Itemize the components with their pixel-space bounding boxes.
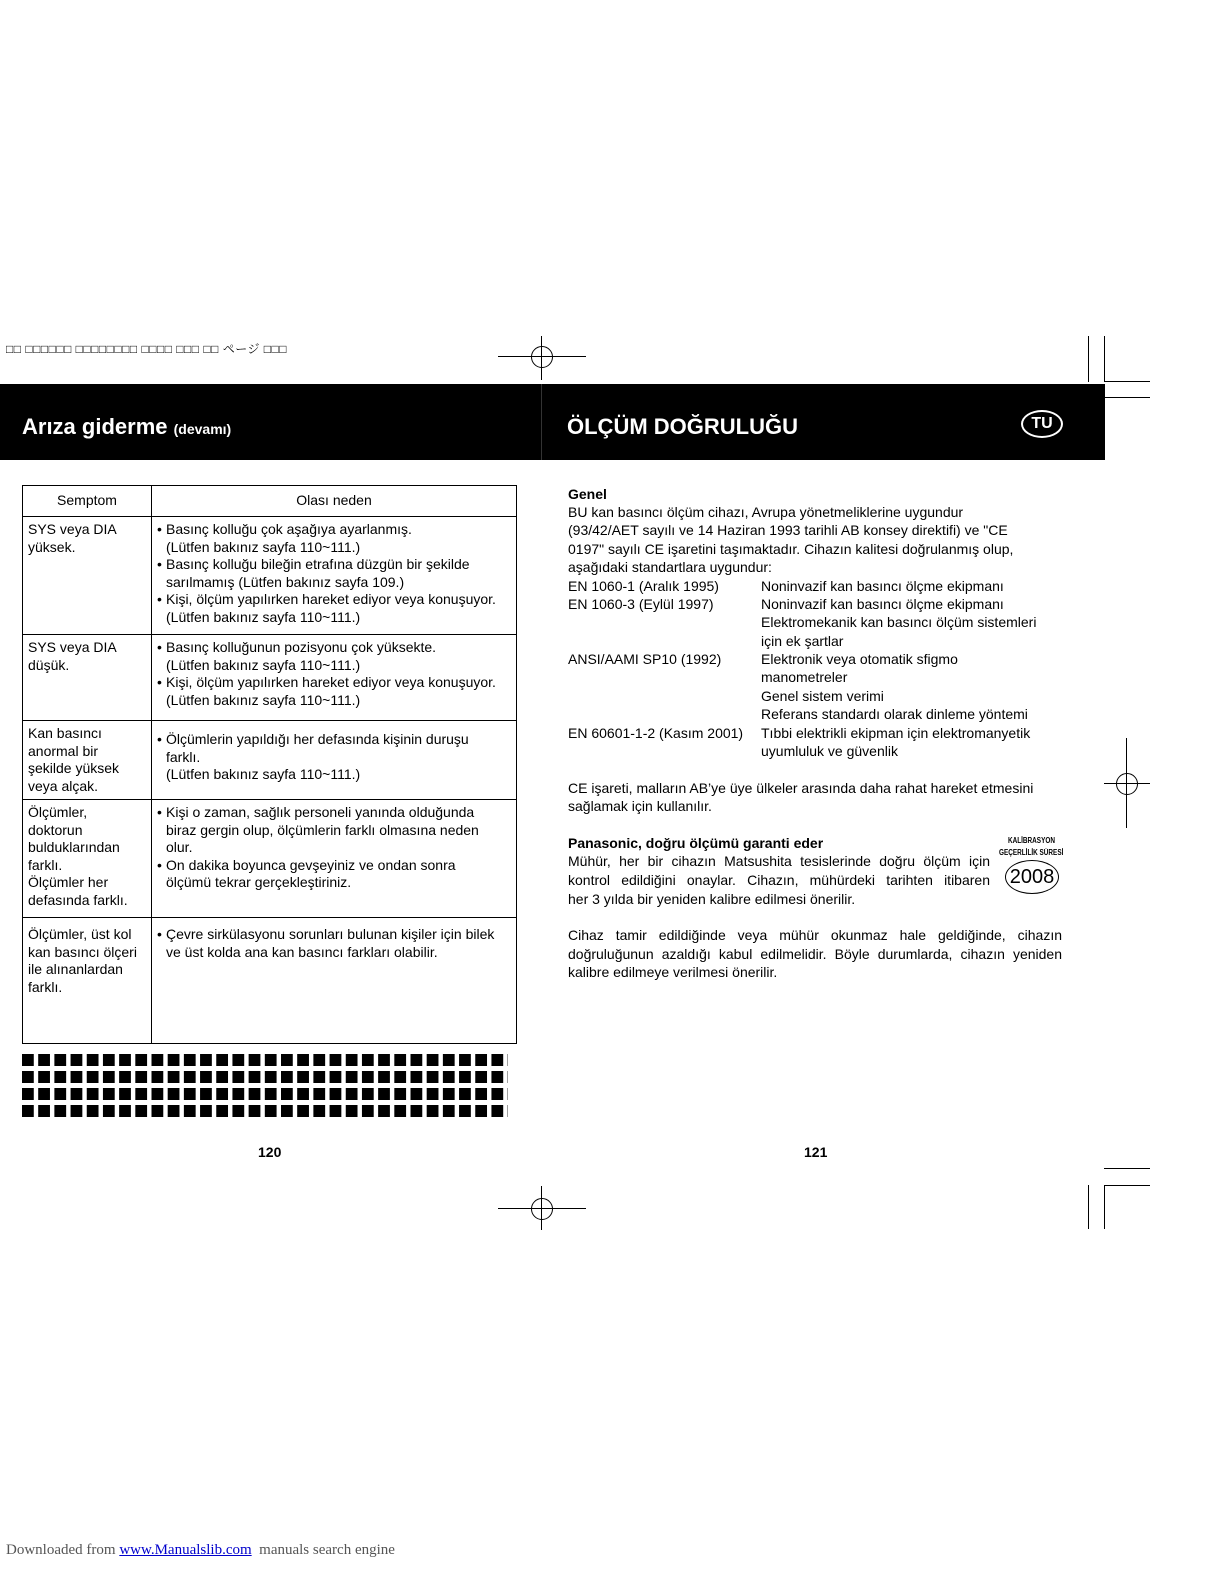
cause-line: Kişi, ölçüm yapılırken hareket ediyor veya konuşuyor. <box>166 674 496 690</box>
ce-note <box>568 779 1068 816</box>
standard-row <box>568 577 1004 595</box>
symptom-cell <box>23 800 152 918</box>
right-page-title: ÖLÇÜM DOĞRULUĞU <box>567 414 798 439</box>
header-cause: Olası neden <box>152 486 517 517</box>
standard-code: EN 60601-1-2 (Kasım 2001) <box>568 725 744 741</box>
standard-desc: Elektromekanik kan basıncı ölçüm sistemleri <box>761 614 1037 631</box>
intro-line: (93/42/AET sayılı ve 14 Haziran 1993 tarihli AB konsey direktifi) ve "CE <box>568 522 1008 539</box>
page-number-left: 120 <box>258 1144 282 1160</box>
troubleshooting-table <box>22 485 517 1044</box>
cause-line: On dakika boyunca gevşeyiniz ve ondan sonra <box>166 856 456 873</box>
cause-item: • On dakika boyunca gevşeyiniz ve ondan sonra ölçümü tekrar gerçekleştiriniz. <box>157 857 511 892</box>
intro-line: BU kan basıncı ölçüm cihazı, Avrupa yönetmeliklerine uygundur <box>568 504 964 520</box>
language-badge: TU <box>1021 410 1063 438</box>
cause-line: (Lütfen bakınız sayfa 110~111.) <box>166 608 361 625</box>
repair-note <box>568 926 1062 982</box>
symptom-line: bulduklarından <box>28 839 120 855</box>
repair-line: kalibre edilmeye verilmesi önerilir. <box>568 964 778 980</box>
symptom-line: ile alınanlardan <box>28 961 123 977</box>
standard-row <box>568 650 1028 723</box>
table-row <box>23 517 517 635</box>
panasonic-text <box>568 852 990 909</box>
standard-desc: Referans standardı olarak dinleme yöntemi <box>761 705 1028 722</box>
cause-line: Ölçümlerin yapıldığı her defasında kişinin duruşu <box>166 731 469 747</box>
cause-item: • Çevre sirkülasyonu sorunları bulunan kişiler için bilek ve üst kolda ana kan basıncı farkları olabilir. <box>157 926 511 961</box>
standard-desc: Genel sistem verimi <box>761 687 884 704</box>
table-header-row <box>23 486 517 517</box>
symptom-line: düşük. <box>28 656 70 673</box>
symptom-line: doktorun <box>28 821 83 838</box>
panasonic-line: Mühür, her bir cihazın Matsushita tesislerinde doğru ölçüm için <box>568 853 990 869</box>
intro-line: 0197" sayılı CE işaretini taşımaktadır. Cihazın kalitesi doğrulanmış olup, <box>568 540 1014 557</box>
symptom-cell <box>23 635 152 721</box>
symptom-line: Ölçümler, üst kol <box>28 926 132 942</box>
symptom-line: şekilde yüksek <box>28 760 120 776</box>
standard-desc: Noninvazif kan basıncı ölçme ekipmanı <box>761 596 1004 612</box>
cause-item: • Basınç kolluğu çok aşağıya ayarlanmış. (Lütfen bakınız sayfa 110~111.) <box>157 521 511 556</box>
stamp-label-calibration: KALİBRASYON <box>1008 836 1055 845</box>
ce-note-line: CE işareti, malların AB’ye üye ülkeler arasında daha rahat hareket etmesini <box>568 780 1034 796</box>
calibration-seal: 2008 <box>1005 860 1059 894</box>
standard-row <box>568 595 1036 650</box>
standard-desc: uyumluluk ve güvenlik <box>761 743 898 760</box>
standard-desc: için ek şartlar <box>761 632 844 649</box>
standard-desc: Tıbbi elektrikli ekipman için elektromanyetik <box>761 725 1031 741</box>
cause-cell <box>152 635 517 721</box>
cause-item: • Ölçümlerin yapıldığı her defasında kişinin duruşu farklı. (Lütfen bakınız sayfa 110~111.) <box>157 731 511 784</box>
symptom-cell <box>23 517 152 635</box>
symptom-line: anormal bir <box>28 742 99 759</box>
cause-item: • Kişi o zaman, sağlık personeli yanında olduğunda biraz gergin olup, ölçümlerin farklı olmasına neden olur. <box>157 804 511 857</box>
cause-line: sarılmamış (Lütfen bakınız sayfa 109.) <box>166 573 405 590</box>
footer-suffix: manuals search engine <box>251 1542 395 1558</box>
standard-desc: Noninvazif kan basıncı ölçme ekipmanı <box>761 578 1004 594</box>
symptom-cell <box>23 918 152 1044</box>
symptom-line: SYS veya DIA <box>28 521 117 537</box>
cause-item: • Kişi, ölçüm yapılırken hareket ediyor veya konuşuyor. (Lütfen bakınız sayfa 110~111.) <box>157 674 511 709</box>
symptom-line: kan basıncı ölçeri <box>28 943 137 960</box>
cause-item: • Basınç kolluğu bileğin etrafına düzgün bir şekilde sarılmamış (Lütfen bakınız sayfa 109.) <box>157 556 511 591</box>
manualslib-link[interactable]: www.Manualslib.com <box>119 1542 252 1558</box>
table-row <box>23 800 517 918</box>
download-footer <box>6 1542 395 1559</box>
intro-line: aşağıdaki standartlara uygundur: <box>568 558 772 575</box>
symptom-line: Ölçümler, <box>28 804 88 820</box>
table-row <box>23 918 517 1044</box>
cause-cell <box>152 800 517 918</box>
ce-note-line: sağlamak için kullanılır. <box>568 798 712 815</box>
table-row <box>23 721 517 800</box>
general-intro <box>568 503 1058 576</box>
cause-line: ölçümü tekrar gerçekleştiriniz. <box>166 874 352 890</box>
standard-code: EN 1060-1 (Aralık 1995) <box>568 578 719 594</box>
left-page-title <box>22 414 231 440</box>
standard-code: ANSI/AAMI SP10 (1992) <box>568 651 722 667</box>
symptom-line: Kan basıncı <box>28 725 102 741</box>
panasonic-line: kontrol edildiğini onaylar. Cihazın, mühürdeki tarihten itibaren <box>568 872 990 888</box>
cause-line: olur. <box>166 839 193 855</box>
cause-line: ve üst kolda ana kan basıncı farkları olabilir. <box>166 943 438 960</box>
cause-line: Basınç kolluğu bileğin etrafına düzgün bir şekilde <box>166 556 470 572</box>
standard-desc: manometreler <box>761 669 848 686</box>
cause-line: biraz gergin olup, ölçümlerin farklı olmasına neden <box>166 821 479 838</box>
symptom-line: yüksek. <box>28 538 76 555</box>
cause-item: • Basınç kolluğunun pozisyonu çok yüksekte. (Lütfen bakınız sayfa 110~111.) <box>157 639 511 674</box>
footer-prefix: Downloaded from <box>6 1542 120 1558</box>
symptom-line: Ölçümler her <box>28 874 109 890</box>
general-heading: Genel <box>568 486 607 502</box>
cause-line: Kişi, ölçüm yapılırken hareket ediyor veya konuşuyor. <box>166 591 496 607</box>
cause-line: Kişi o zaman, sağlık personeli yanında olduğunda <box>166 804 475 820</box>
cause-item: • Kişi, ölçüm yapılırken hareket ediyor veya konuşuyor. (Lütfen bakınız sayfa 110~111.) <box>157 591 511 626</box>
cause-cell <box>152 517 517 635</box>
cause-line: (Lütfen bakınız sayfa 110~111.) <box>166 538 361 555</box>
repair-line: Cihaz tamir edildiğinde veya mühür okunmaz hale geldiğinde, cihazın <box>568 927 1062 943</box>
print-slug: □□ □□□□□□ □□□□□□□□ □□□□ □□□ □□ ページ □□□ <box>6 342 288 356</box>
header-symptom: Semptom <box>23 486 152 517</box>
panasonic-line: her 3 yılda bir yeniden kalibre edilmesi önerilir. <box>568 891 856 907</box>
cause-cell <box>152 918 517 1044</box>
left-title-sub: (devamı) <box>173 421 232 437</box>
table-row <box>23 635 517 721</box>
cause-line: (Lütfen bakınız sayfa 110~111.) <box>166 656 361 673</box>
symptom-line: SYS veya DIA <box>28 639 117 655</box>
symptom-line: farklı. <box>28 978 63 995</box>
symptom-line: farklı. <box>28 856 63 873</box>
stamp-label-validity: GEÇERLİLİK SÜRESİ <box>999 848 1064 857</box>
symptom-cell <box>23 721 152 800</box>
cause-cell <box>152 721 517 800</box>
standard-desc: Elektronik veya otomatik sfigmo <box>761 651 958 667</box>
left-title-main: Arıza giderme <box>22 414 168 439</box>
cause-line: Çevre sirkülasyonu sorunları bulunan kişiler için bilek <box>166 926 495 942</box>
cause-line: farklı. <box>166 748 201 765</box>
cause-line: Basınç kolluğunun pozisyonu çok yüksekte. <box>166 639 437 655</box>
cause-line: Basınç kolluğu çok aşağıya ayarlanmış. <box>166 521 412 537</box>
standard-code: EN 1060-3 (Eylül 1997) <box>568 596 714 612</box>
repair-line: doğruluğunun azaldığı kabul edilmelidir. Böyle durumlarda, cihazın yeniden <box>568 945 1062 962</box>
page-number-right: 121 <box>804 1144 828 1160</box>
symptom-line: defasında farklı. <box>28 891 128 908</box>
standard-row <box>568 724 1030 761</box>
cause-line: (Lütfen bakınız sayfa 110~111.) <box>166 691 361 708</box>
symptom-line: veya alçak. <box>28 777 99 794</box>
cause-line: (Lütfen bakınız sayfa 110~111.) <box>166 766 361 782</box>
panasonic-heading: Panasonic, doğru ölçümü garanti eder <box>568 835 824 851</box>
header-divider <box>541 384 542 460</box>
